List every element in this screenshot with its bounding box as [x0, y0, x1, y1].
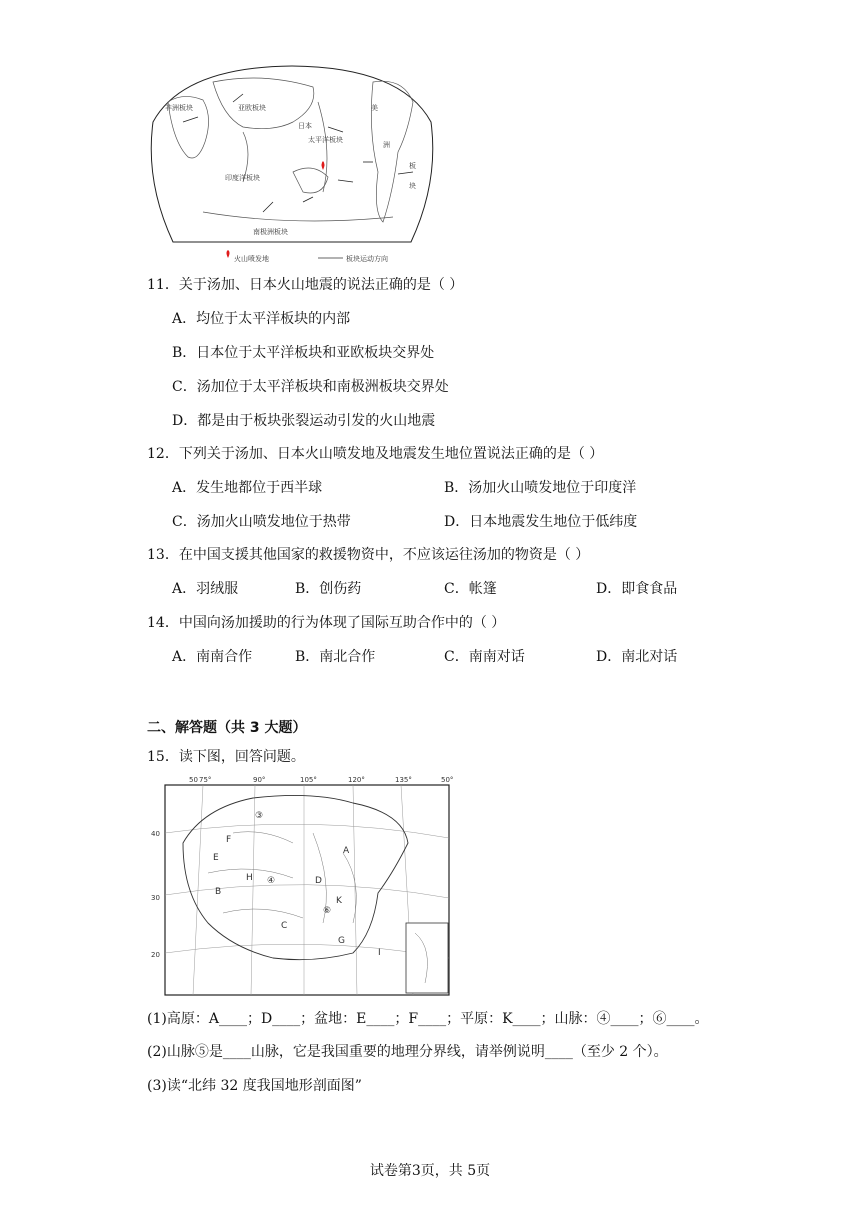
q14-option-b: B．南北合作 [295, 649, 376, 665]
svg-text:非洲板块: 非洲板块 [165, 104, 193, 112]
svg-text:C: C [281, 921, 288, 931]
svg-text:H: H [246, 873, 253, 883]
svg-text:120°: 120° [348, 776, 365, 784]
q13-option-d: D．即食食品 [596, 581, 678, 597]
svg-text:E: E [213, 853, 219, 863]
q12-stem: 12．下列关于汤加、日本火山喷发地及地震发生地位置说法正确的是（ ） [147, 446, 604, 462]
svg-text:日本: 日本 [298, 122, 312, 130]
svg-text:90°: 90° [253, 776, 266, 784]
q12-option-b: B．汤加火山喷发地位于印度洋 [444, 480, 637, 496]
svg-text:印度洋板块: 印度洋板块 [225, 174, 260, 182]
volcano-icon [227, 250, 230, 258]
q15-part1: (1)高原：A____；D____；盆地：E____；F____；平原：K____；山脉：④____；⑥____。 [147, 1011, 709, 1027]
svg-text:50: 50 [189, 776, 198, 784]
svg-text:美: 美 [371, 104, 378, 112]
q13-option-a: A．羽绒服 [172, 581, 239, 597]
world-plates-map [143, 62, 441, 268]
q12-option-a: A．发生地都位于西半球 [172, 480, 323, 496]
q14-option-c: C．南南对话 [444, 649, 525, 665]
svg-text:板块运动方向: 板块运动方向 [346, 255, 388, 263]
svg-text:40: 40 [151, 830, 160, 838]
svg-text:D: D [315, 876, 322, 886]
q13-option-b: B．创伤药 [295, 581, 362, 597]
svg-text:④: ④ [267, 876, 276, 886]
q12-option-c: C．汤加火山喷发地位于热带 [172, 514, 351, 530]
q11-option-a: A．均位于太平洋板块的内部 [172, 311, 351, 327]
q15-part2: (2)山脉⑤是____山脉，它是我国重要的地理分界线，请举例说明____（至少 2 个）。 [147, 1044, 668, 1060]
svg-text:③: ③ [255, 811, 264, 821]
q15-stem: 15．读下图，回答问题。 [147, 749, 305, 765]
q11-option-c: C．汤加位于太平洋板块和南极洲板块交界处 [172, 379, 449, 395]
q11-stem: 11．关于汤加、日本火山地震的说法正确的是（ ） [147, 277, 464, 293]
q13-option-c: C．帐篷 [444, 581, 497, 597]
svg-text:南极洲板块: 南极洲板块 [253, 228, 288, 236]
svg-text:K: K [336, 896, 342, 906]
svg-text:105°: 105° [300, 776, 317, 784]
svg-text:亚欧板块: 亚欧板块 [238, 104, 266, 112]
svg-text:I: I [378, 948, 381, 958]
q15-part3: (3)读“北纬 32 度我国地形剖面图” [147, 1078, 362, 1094]
svg-text:⑥: ⑥ [323, 906, 332, 916]
q14-stem: 14．中国向汤加援助的行为体现了国际互助合作中的（ ） [147, 615, 506, 631]
svg-text:B: B [215, 887, 222, 897]
svg-text:太平洋板块: 太平洋板块 [308, 136, 343, 144]
q11-option-d: D．都是由于板块张裂运动引发的火山地震 [172, 413, 436, 429]
svg-text:板: 板 [409, 162, 416, 170]
svg-text:A: A [343, 846, 350, 856]
svg-text:30: 30 [151, 894, 160, 902]
q14-option-d: D．南北对话 [596, 649, 678, 665]
q11-option-b: B．日本位于太平洋板块和亚欧板块交界处 [172, 345, 435, 361]
q14-option-a: A．南南合作 [172, 649, 253, 665]
q12-option-d: D．日本地震发生地位于低纬度 [444, 514, 638, 530]
svg-text:50°: 50° [441, 776, 454, 784]
q13-stem: 13．在中国支援其他国家的救援物资中，不应该运往汤加的物资是（ ） [147, 547, 590, 563]
section-title: 二、解答题（共 3 大题） [147, 720, 307, 736]
svg-text:火山喷发地: 火山喷发地 [234, 255, 269, 263]
svg-text:75°: 75° [199, 776, 212, 784]
svg-text:F: F [226, 835, 232, 845]
svg-text:G: G [338, 936, 345, 946]
svg-text:洲: 洲 [383, 141, 390, 149]
svg-text:20: 20 [151, 951, 160, 959]
page-footer: 试卷第3页，共 5页 [369, 1163, 491, 1179]
svg-text:块: 块 [409, 182, 416, 190]
china-map [151, 773, 454, 999]
svg-text:135°: 135° [395, 776, 412, 784]
